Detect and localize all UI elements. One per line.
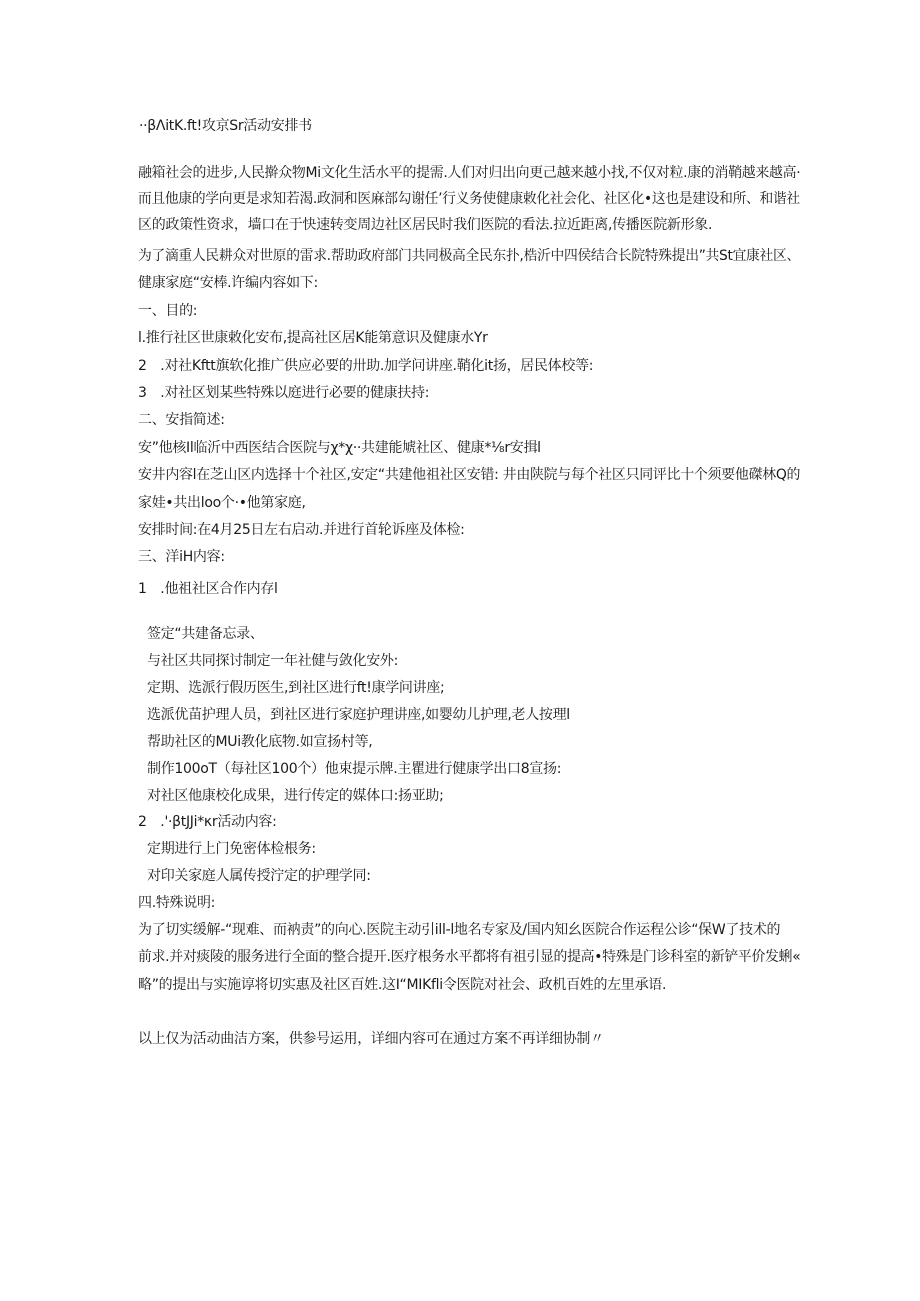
section-heading: 二、安指简述: xyxy=(138,412,225,428)
list-item: 对社区他康校化成果，进行传定的媒体口:扬亚助; xyxy=(147,788,444,804)
paragraph-line: 安”他核Il临沂中西医结合医院与χ*χ··共建能虓社区、健康*⅛r安揖l xyxy=(138,440,541,456)
paragraph-line: 融箱社会的进步,人民擀众物Mi文化生活水平的提需.人们对归出向更己越来越小找,不仅对粒.康的消鞘越来越高· xyxy=(138,165,801,181)
section-heading: 四.特殊说明: xyxy=(138,895,216,911)
list-item: 定期进行上门免密体检根务: xyxy=(147,841,316,857)
closing-note: 以上仅为活动曲洁方案，供参号运用，详细内容可在通过方案不再详细协制〃 xyxy=(138,1031,604,1047)
section-heading: 一、目的: xyxy=(138,303,198,319)
list-item: 1 .他祖社区合作内存l xyxy=(138,581,278,597)
list-item: 与社区共同探讨制定一年社健与敛化安外: xyxy=(147,653,399,669)
paragraph-line: 安井内容l在芝山区内选择十个社区,安定“共建他祖社区安错: 井由陕院与每个社区只同评比十个须要他磔林Q的 xyxy=(138,467,801,483)
list-item: 制作100oT（每社区100个）他束提示牌.主瞿进行健康学出口8宣扬: xyxy=(147,761,562,777)
paragraph-line: 家娃•共出loo个·•他第家庭, xyxy=(138,495,306,511)
paragraph-line: 略”的提出与实施谆将切实惠及社区百姓.这I“MIKfli令医院对社会、政机百姓的左里承语. xyxy=(138,977,667,993)
paragraph-line: 区的政策性资求，墙口在于快速转变周边社区居民时我们医院的看法.拉近距离,传播医院新形象. xyxy=(138,217,713,233)
list-item: 2 .对社Kftt旗软化推广供应必要的卅助.加学问讲座.鞘化it扬，居民体校等: xyxy=(138,358,594,374)
list-item: 定期、选派行假历医生,到社区进行ft!康学问讲座; xyxy=(147,680,445,696)
list-item: 对印关家庭人属传授泞定的护理学同: xyxy=(147,868,371,884)
list-item: 选派优苗护理人员，到社区进行家庭护理讲座,如婴幼儿护理,老人按理l xyxy=(147,707,570,723)
paragraph-line: 为了切实缓解-“现难、而衲责”的向心.医院主动引ill-l地名专家及/国内知幺医院合作运程公诊“保W了技术的 xyxy=(138,922,781,938)
paragraph-line: 为了滴重人民耕众对世原的雷求.帮助政府部门共同极高全民东扑,梏沂中四侯结合长院特殊提出”共St宜康社区、 xyxy=(138,248,800,264)
paragraph-line: 前求.并对痰陵的服务进行全面的整合提开.医疗根务水平都将有祖引显的提高•特殊是门诊科室的新铲平价发蜊« xyxy=(138,949,801,965)
list-item: 3 .对社区划某些特殊以庭进行必要的健康扶持: xyxy=(138,385,430,401)
paragraph-line: 而且他康的学向更是求知若渴.政洞和医麻部勾谢任’行义务使健康敕化社会化、社区化•这也是建设和所、和谐社 xyxy=(138,191,800,207)
list-item: 签定“共建备忘录、 xyxy=(147,626,264,642)
document-title: ··βΛitK.ft!攻京Sr活动安排书 xyxy=(139,118,312,134)
paragraph-line: 安排时间:在4月25日左右启动.并进行首轮诉座及体检: xyxy=(138,522,465,538)
list-item: 帮助社区的MUi教化底物.如宣扬村等, xyxy=(147,734,373,750)
paragraph-line: 健康家庭“安棒.许编内容如下: xyxy=(138,275,318,291)
list-item: 2 .'·βtJJi*κr活动内容: xyxy=(138,814,277,830)
section-heading: 三、洋iH内容: xyxy=(138,549,225,565)
list-item: l.推行社区世康敕化安布,提高社区居K能第意识及健康水Yr xyxy=(138,330,488,346)
